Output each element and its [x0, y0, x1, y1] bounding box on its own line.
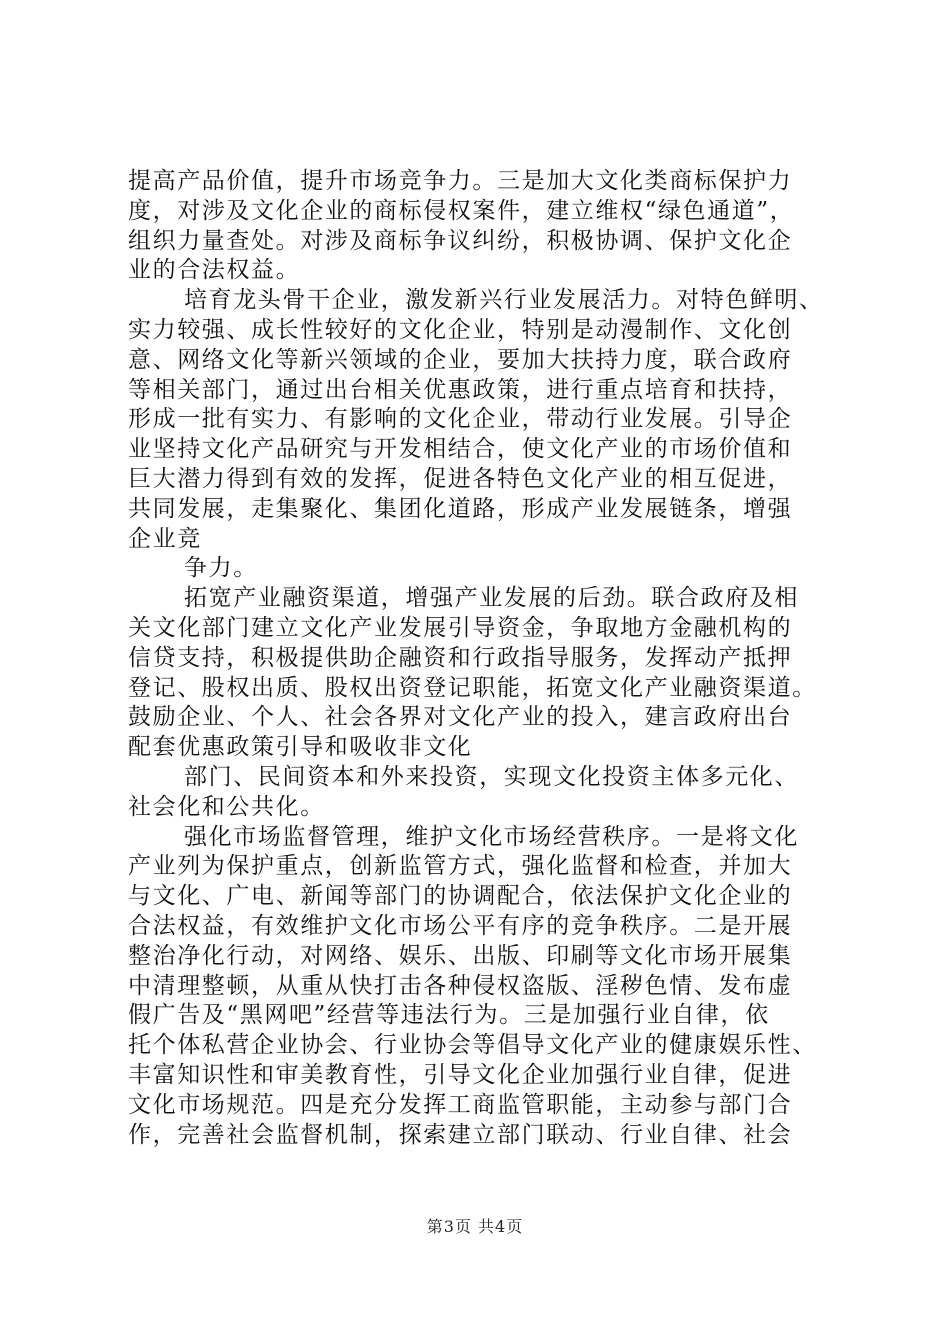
- text-line: 意、网络文化等新兴领域的企业，要加大扶持力度，联合政府: [128, 346, 793, 373]
- text-line: 配套优惠政策引导和吸收非文化: [128, 734, 473, 761]
- text-line: 强化市场监督管理，维护文化市场经营秩序。一是将文化: [184, 823, 799, 850]
- paragraph-1: [128, 167, 828, 286]
- paragraph-4: [128, 584, 828, 763]
- text-line: 鼓励企业、个人、社会各界对文化产业的投入，建言政府出台: [128, 704, 793, 731]
- text-line: 业的合法权益。: [128, 257, 301, 284]
- paragraph-6: [128, 823, 828, 1151]
- text-line: 业坚持文化产品研究与开发相结合，使文化产业的市场价值和: [128, 436, 793, 463]
- text-line: 作，完善社会监督机制，探索建立部门联动、行业自律、社会: [128, 1121, 793, 1148]
- text-line: 培育龙头骨干企业，激发新兴行业发展活力。对特色鲜明、: [184, 287, 824, 314]
- text-line: 部门、民间资本和外来投资，实现文化投资主体多元化、: [184, 763, 799, 790]
- page-footer: [0, 1214, 950, 1237]
- text-line: 与文化、广电、新闻等部门的协调配合，依法保护文化企业的: [128, 883, 793, 910]
- text-line: 巨大潜力得到有效的发挥，促进各特色文化产业的相互促进，: [128, 465, 793, 492]
- text-line: 丰富知识性和审美教育性，引导文化企业加强行业自律，促进: [128, 1061, 793, 1088]
- text-line: 企业竞: [128, 525, 202, 552]
- paragraph-3: [128, 554, 828, 584]
- text-line: 拓宽产业融资渠道，增强产业发展的后劲。联合政府及相: [184, 585, 799, 612]
- text-line: 关文化部门建立文化产业发展引导资金，争取地方金融机构的: [128, 614, 793, 641]
- text-line: 度，对涉及文化企业的商标侵权案件，建立维权“绿色通道”，: [128, 197, 795, 224]
- text-line: 组织力量查处。对涉及商标争议纠纷，积极协调、保护文化企: [128, 227, 793, 254]
- text-line: 实力较强、成长性较好的文化企业，特别是动漫制作、文化创: [128, 316, 793, 343]
- text-line: 产业列为保护重点，创新监管方式，强化监督和检查，并加大: [128, 853, 793, 880]
- text-line: 共同发展，走集聚化、集团化道路，形成产业发展链条，增强: [128, 495, 793, 522]
- text-line: 托个体私营企业协会、行业协会等倡导文化产业的健康娱乐性、: [128, 1032, 817, 1059]
- text-line: 假广告及“黑网吧”经营等违法行为。三是加强行业自律，依: [128, 1002, 770, 1029]
- page-number: 第3页 共4页: [426, 1217, 524, 1236]
- paragraph-2: [128, 286, 828, 554]
- text-line: 文化市场规范。四是充分发挥工商监管职能，主动参与部门合: [128, 1091, 793, 1118]
- text-line: 争力。: [184, 555, 258, 582]
- text-line: 等相关部门，通过出台相关优惠政策，进行重点培育和扶持，: [128, 376, 793, 403]
- text-line: 合法权益，有效维护文化市场公平有序的竞争秩序。二是开展: [128, 912, 793, 939]
- text-line: 中清理整顿，从重从快打击各种侵权盗版、淫秽色情、发布虚: [128, 972, 793, 999]
- text-line: 信贷支持，积极提供助企融资和行政指导服务，发挥动产抵押: [128, 644, 793, 671]
- text-line: 整治净化行动，对网络、娱乐、出版、印刷等文化市场开展集: [128, 942, 793, 969]
- document-body: [128, 167, 828, 1150]
- text-line: 社会化和公共化。: [128, 793, 325, 820]
- text-line: 形成一批有实力、有影响的文化企业，带动行业发展。引导企: [128, 406, 793, 433]
- text-line: 提高产品价值，提升市场竞争力。三是加大文化类商标保护力: [128, 168, 793, 194]
- text-line: 登记、股权出质、股权出资登记职能，拓宽文化产业融资渠道。: [128, 674, 817, 701]
- paragraph-5: [128, 763, 828, 823]
